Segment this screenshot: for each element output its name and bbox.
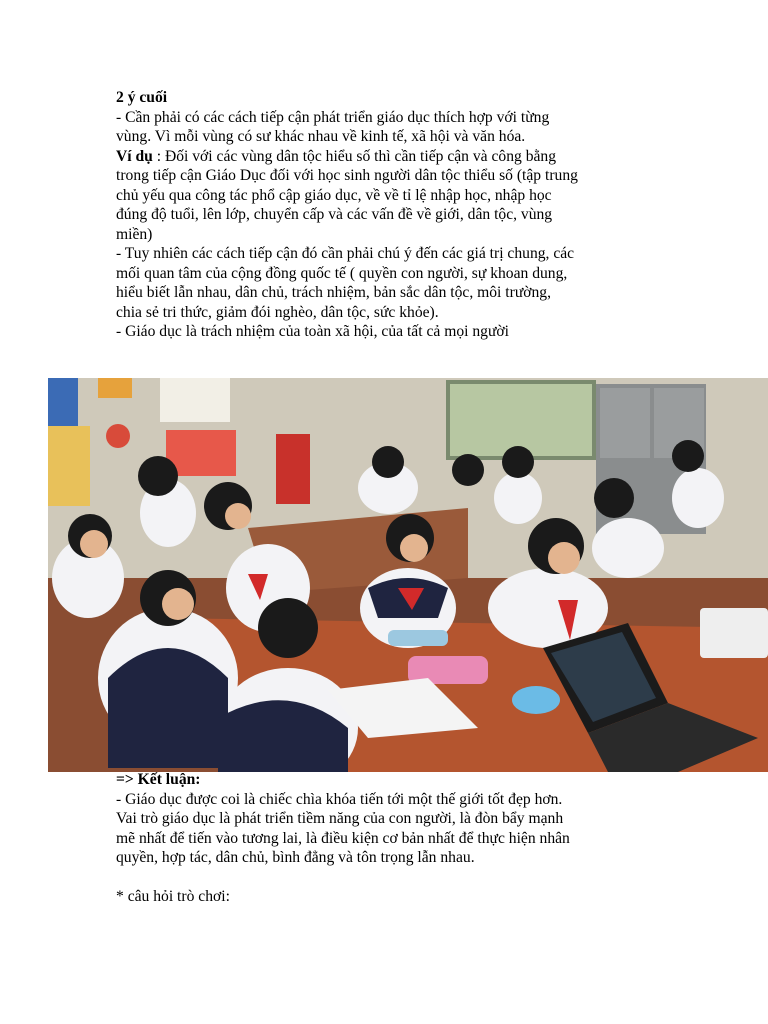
question-prompt: * câu hỏi trò chơi: <box>116 888 230 905</box>
paragraph-line: mẽ nhất để tiến vào tương lai, là điều kiện cơ bản nhất để thực hiện nhân <box>116 829 570 847</box>
blank-line <box>116 868 676 888</box>
paragraph-line: - Tuy nhiên các cách tiếp cận đó cần phải chú ý đến các giá trị chung, các <box>116 245 575 262</box>
paragraph-line: chia sẻ tri thức, giảm đói nghèo, dân tộc, sức khỏe). <box>116 303 439 321</box>
classroom-photo <box>48 378 768 772</box>
section-heading: 2 ý cuối <box>116 89 168 106</box>
paragraph-line: mối quan tâm của cộng đồng quốc tế ( quyền con người, sự khoan dung, <box>116 264 568 282</box>
paragraph-line: - Giáo dục là trách nhiệm của toàn xã hội, của tất cả mọi người <box>116 323 509 340</box>
paragraph-line: đúng độ tuổi, lên lớp, chuyển cấp và các vấn đề về giới, dân tộc, vùng <box>116 206 553 223</box>
paragraph-line: Vai trò giáo dục là phát triển tiềm năng của con người, là đòn bẩy mạnh <box>116 810 564 827</box>
paragraph-line: vùng. Vì mỗi vùng có sư khác nhau về kinh tế, xã hội và văn hóa. <box>116 128 526 145</box>
paragraph-line: - Giáo dục được coi là chiếc chìa khóa tiến tới một thế giới tốt đẹp hơn. <box>116 790 563 808</box>
example-label: Ví dụ <box>116 147 153 165</box>
paragraph-line: trong tiếp cận Giáo Dục đối với học sinh người dân tộc thiểu số (tập trung <box>116 167 578 184</box>
paragraph-line: hiểu biết lẫn nhau, dân chủ, trách nhiệm, bản sắc dân tộc, môi trường, <box>116 284 552 301</box>
top-text-block <box>116 88 676 342</box>
example-line <box>116 147 676 167</box>
conclusion-text-block <box>116 770 676 907</box>
paragraph-line: - Cần phải có các cách tiếp cận phát triển giáo dục thích hợp với từng <box>116 108 550 126</box>
paragraph-line: quyền, hợp tác, dân chủ, bình đẳng và tôn trọng lẫn nhau. <box>116 849 475 866</box>
conclusion-heading: => Kết luận: <box>116 771 201 788</box>
example-text: : Đối với các vùng dân tộc hiểu số thì cần tiếp cận và công bằng <box>152 147 557 165</box>
paragraph-line: miền) <box>116 225 153 243</box>
paragraph-line: chủ yếu qua công tác phổ cập giáo dục, về về tỉ lệ nhập học, nhập học <box>116 186 552 204</box>
classroom-illustration <box>48 378 768 772</box>
